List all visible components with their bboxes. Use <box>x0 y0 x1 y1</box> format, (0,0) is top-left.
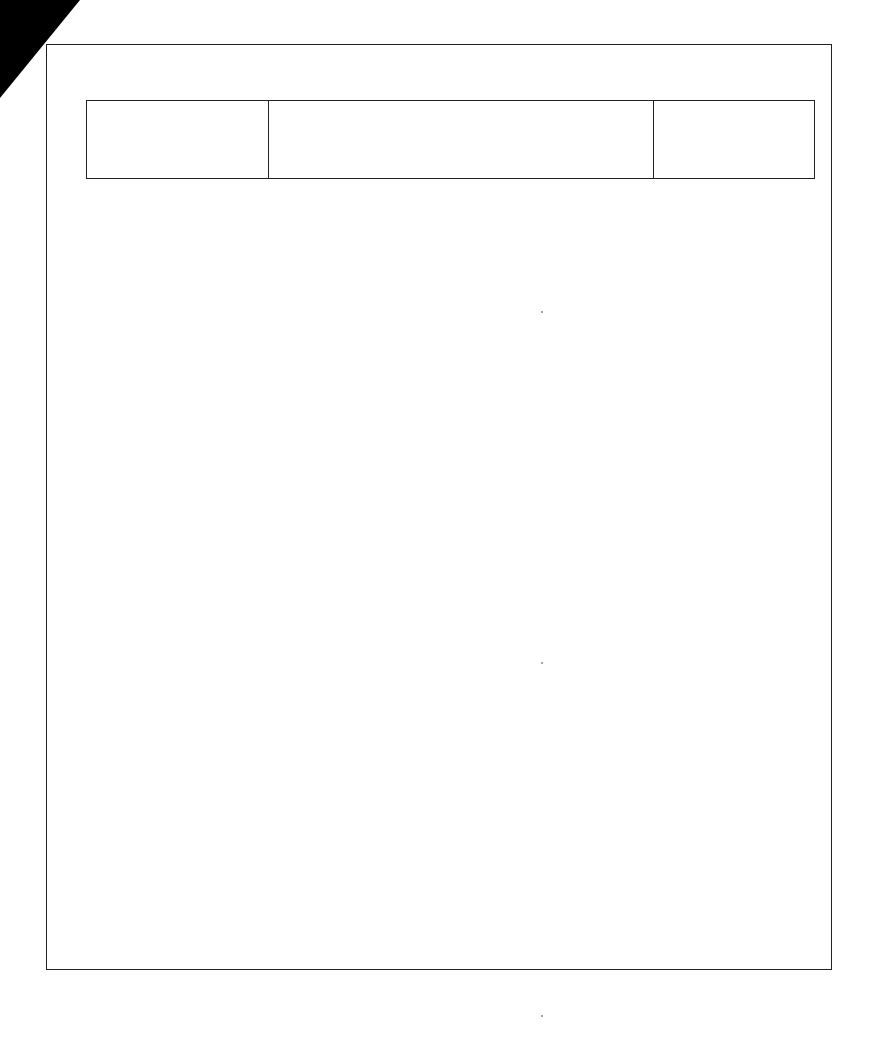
header-make-model <box>269 101 654 179</box>
scan-speck <box>541 1015 543 1017</box>
header-year <box>654 101 815 179</box>
scan-speck <box>541 662 543 664</box>
vehicles-table <box>86 100 815 179</box>
header-vehicle-list <box>87 101 269 179</box>
scan-speck <box>541 311 543 313</box>
page-frame <box>46 44 832 970</box>
